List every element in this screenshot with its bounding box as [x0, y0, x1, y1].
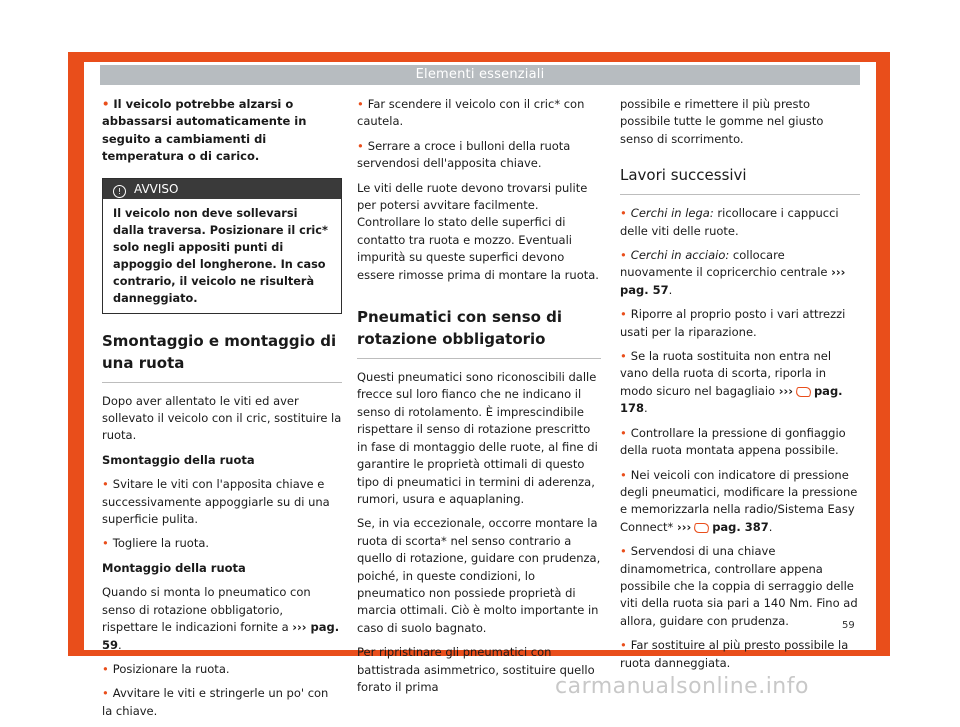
list-item — [620, 205, 860, 240]
list-item-text: ricollocare i cappucci delle viti delle ruote. — [620, 206, 839, 238]
page-number: 59 — [842, 620, 855, 631]
list-item-text: Controllare la pressione di gonfiaggio della ruota montata appena possibile. — [620, 425, 846, 458]
page-ref-link[interactable]: pag. 387 — [712, 519, 769, 534]
subhead-montaggio: Montaggio della ruota — [102, 560, 246, 575]
intro-text: Dopo aver allentato le viti ed aver sollevato il veicolo con il cric, sostituire la ruota. — [102, 393, 342, 443]
list-item — [357, 96, 601, 131]
avviso-text: Il veicolo non deve sollevarsi dalla traversa. Posizionare il cric* solo negli appositi punti di appoggio del longherone. In caso contrario, il veicolo ne risulterà danneggiato. — [113, 206, 328, 305]
paragraph: Questi pneumatici sono riconoscibili dalle frecce sul loro fianco che ne indicano il senso di rotolamento. È imprescindibile rispettare il senso di rotazione prescritto in fase di montaggio delle ruote, al fine di garantire le proprietà ottimali di questo tipo di pneumatici in termini di aderenza, rumori, usura e aquaplaning. — [357, 370, 598, 506]
paragraph: Per ripristinare gli pneumatici con battistrada asimmetrico, sostituire quello forato il prima — [357, 645, 595, 694]
list-item-text: Togliere la ruota. — [112, 536, 210, 551]
montaggio-text: Quando si monta lo pneumatico con senso di rotazione obbligatorio, rispettare le indicazioni fornite a ››› pag. 59. — [102, 585, 340, 652]
subhead-smontaggio: Smontaggio della ruota — [102, 452, 255, 467]
section-title-pneumatici: Pneumatici con senso di rotazione obbligatorio — [357, 306, 601, 359]
ref-arrows: ››› — [676, 519, 692, 534]
list-item: • Se la ruota sostituita non entra nel vano della ruota di scorta, riporla in modo sicuro nel bagagliaio ››› pag. 178. — [620, 348, 860, 418]
list-item-text: Nei veicoli con indicatore di pressione degli pneumatici, modificare la pressione e memorizzarla nella radio/Sistema Easy Connect* — [620, 467, 858, 534]
section-title-smontaggio: Smontaggio e montaggio di una ruota — [102, 330, 342, 383]
book-icon — [694, 522, 709, 532]
montaggio-text-body: Quando si monta lo pneumatico con senso di rotazione obbligatorio, rispettare le indicazioni fornite a — [102, 585, 311, 635]
list-item-text: Far sostituire al più presto possibile la ruota danneggiata. — [620, 638, 849, 670]
list-item-text: collocare nuovamente il copricerchio centrale — [620, 248, 828, 280]
ref-arrows: ››› — [778, 383, 793, 398]
list-item — [102, 661, 342, 678]
column-3 — [620, 96, 860, 679]
list-item: • Nei veicoli con indicatore di pressione degli pneumatici, modificare la pressione e memorizzarla nella radio/Sistema Easy Connect* ››› pag. 387. — [620, 467, 860, 537]
list-item — [102, 535, 342, 552]
watermark: carmanualsonline.info — [555, 674, 809, 699]
paragraph: possibile e rimettere il più presto possibile tutte le gomme nel giusto senso di scorrimento. — [620, 97, 824, 146]
list-item — [102, 685, 342, 720]
list-item-text: Far scendere il veicolo con il cric* con cautela. — [357, 97, 585, 129]
list-item-text: Serrare a croce i bulloni della ruota servendosi dell'apposita chiave. — [357, 138, 571, 171]
paragraph: Le viti delle ruote devono trovarsi pulite per potersi avvitare facilmente. Controllare lo stato delle superfici di contatto tra ruota e mozzo. Eventuali impurità su queste superfici devono essere rimosse prima di montare la ruota. — [357, 180, 599, 282]
list-item-label: Cerchi in lega: — [630, 206, 714, 221]
avviso-box — [102, 178, 342, 314]
list-item-text: Se la ruota sostituita non entra nel vano della ruota di scorta, riporla in modo sicuro nel bagagliaio — [620, 349, 832, 398]
list-item-label: Cerchi in acciaio: — [630, 248, 730, 263]
warning-bullet — [102, 96, 342, 166]
page-ref-link[interactable]: pag. 178 — [620, 383, 843, 416]
paragraph: Se, in via eccezionale, occorre montare la ruota di scorta* nel senso contrario a quello di rotazione, guidare con prudenza, poiché, in queste condizioni, lo pneumatico non possiede proprietà di marcia ottimali. Ciò è molto importante in caso di suolo bagnato. — [357, 516, 601, 635]
column-1 — [102, 96, 342, 727]
list-item — [357, 138, 601, 173]
warning-bullet-text: Il veicolo potrebbe alzarsi o abbassarsi automaticamente in seguito a cambiamenti di temperatura o di carico. — [102, 97, 307, 164]
avviso-title: AVVISO — [134, 181, 179, 196]
list-item — [620, 425, 860, 460]
list-item — [620, 637, 860, 672]
list-item — [620, 306, 860, 341]
column-2 — [357, 96, 601, 703]
page-ref-link[interactable]: ››› pag. 57 — [620, 265, 846, 297]
list-item-text: Riporre al proprio posto i vari attrezzi usati per la riparazione. — [620, 307, 846, 339]
list-item-text: Svitare le viti con l'apposita chiave e successivamente appoggiarle su di una superficie pulita. — [102, 477, 330, 527]
list-item-text: Servendosi di una chiave dinamometrica, controllare appena possibile che la coppia di serraggio delle viti della ruota sia pari a 140 Nm. Fino ad allora, guidare con prudenza. — [620, 544, 858, 628]
list-item-text: Posizionare la ruota. — [112, 661, 230, 676]
list-item — [620, 543, 860, 630]
page-ref-link[interactable]: ››› pag. 59 — [102, 620, 340, 652]
list-item: • Cerchi in acciaio: collocare nuovamente il copricerchio centrale ››› pag. 57. — [620, 247, 860, 299]
book-icon — [796, 386, 811, 396]
list-item — [102, 476, 342, 528]
list-item-text: Avvitare le viti e stringerle un po' con la chiave. — [102, 686, 329, 718]
page-header: Elementi essenziali — [100, 65, 860, 85]
avviso-header — [103, 179, 341, 199]
section-title-lavori: Lavori successivi — [620, 164, 860, 195]
info-icon: ! — [113, 185, 126, 198]
